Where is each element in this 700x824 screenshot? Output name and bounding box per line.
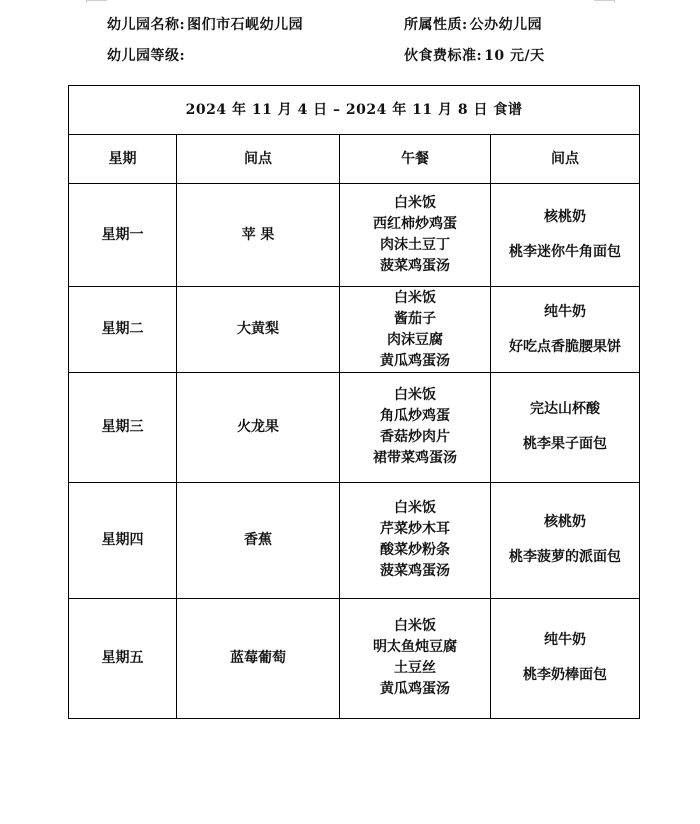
fee-value: 10 元/天 [484, 48, 545, 64]
lunch-dish: 菠菜鸡蛋汤 [380, 563, 450, 580]
snack-spacer [491, 651, 639, 665]
lunch-dish: 菠菜鸡蛋汤 [380, 258, 450, 275]
snack-spacer [491, 228, 639, 242]
lunch-dish: 明太鱼炖豆腐 [373, 639, 457, 656]
afternoon-snack-item: 桃李果子面包 [523, 436, 607, 453]
afternoon-snack-item: 桃李迷你牛角面包 [509, 244, 621, 261]
afternoon-snack-item: 完达山杯酸 [530, 401, 600, 418]
morning-snack-cell: 香蕉 [177, 482, 340, 598]
lunch-cell [340, 373, 491, 482]
lunch-dish: 白米饭 [394, 289, 436, 306]
lunch-dish: 土豆丝 [394, 660, 436, 677]
lunch-dish: 白米饭 [394, 500, 436, 517]
day-cell: 星期三 [69, 373, 177, 482]
table-row [69, 482, 640, 598]
column-header-day: 星期 [69, 135, 177, 184]
table-row [69, 184, 640, 287]
afternoon-snack-item: 桃李奶棒面包 [523, 667, 607, 684]
lunch-dish: 白米饭 [394, 195, 436, 212]
afternoon-snack-item: 纯牛奶 [544, 303, 586, 320]
afternoon-snack-cell [491, 482, 640, 598]
fee-line [404, 45, 545, 65]
afternoon-snack-cell [491, 373, 640, 482]
lunch-dish: 裙带菜鸡蛋汤 [373, 450, 457, 467]
day-cell: 星期四 [69, 482, 177, 598]
lunch-dish: 肉沫土豆丁 [380, 237, 450, 254]
afternoon-snack-item: 核桃奶 [544, 514, 586, 531]
afternoon-snack-item: 核桃奶 [544, 209, 586, 226]
day-cell: 星期一 [69, 184, 177, 287]
lunch-dish: 黄瓜鸡蛋汤 [380, 352, 450, 369]
page-corner-mark-left [86, 0, 107, 3]
afternoon-snack-cell [491, 287, 640, 373]
kindergarten-name-label: 幼儿园名称: [107, 17, 186, 33]
afternoon-snack-item: 好吃点香脆腰果饼 [509, 338, 621, 355]
table-row [69, 287, 640, 373]
morning-snack-cell: 大黄梨 [177, 287, 340, 373]
grade-line [107, 45, 187, 65]
day-cell: 星期五 [69, 598, 177, 718]
snack-spacer [491, 323, 639, 337]
table-row [69, 598, 640, 718]
snack-spacer [491, 420, 639, 434]
kindergarten-name-line [107, 14, 303, 34]
lunch-cell [340, 287, 491, 373]
lunch-cell [340, 482, 491, 598]
lunch-dish: 白米饭 [394, 387, 436, 404]
afternoon-snack-cell [491, 184, 640, 287]
menu-title: 2024 年 11 月 4 日 – 2024 年 11 月 8 日 食谱 [69, 86, 640, 135]
column-header-lunch: 午餐 [340, 135, 491, 184]
table-row [69, 373, 640, 482]
lunch-dish: 角瓜炒鸡蛋 [380, 408, 450, 425]
morning-snack-cell: 蓝莓葡萄 [177, 598, 340, 718]
nature-line [404, 14, 542, 34]
morning-snack-cell: 火龙果 [177, 373, 340, 482]
snack-spacer [491, 533, 639, 547]
lunch-dish: 酱茄子 [394, 310, 436, 327]
afternoon-snack-cell [491, 598, 640, 718]
kindergarten-name-value: 图们市石岘幼儿园 [187, 17, 304, 33]
lunch-dish: 西红柿炒鸡蛋 [373, 216, 457, 233]
lunch-dish: 白米饭 [394, 618, 436, 635]
page-corner-mark-right [594, 0, 615, 3]
lunch-dish: 肉沫豆腐 [387, 331, 443, 348]
lunch-cell [340, 598, 491, 718]
grade-label: 幼儿园等级: [107, 48, 186, 64]
morning-snack-cell: 苹 果 [177, 184, 340, 287]
nature-value: 公办幼儿园 [469, 17, 543, 33]
lunch-dish: 香菇炒肉片 [380, 429, 450, 446]
menu-table [68, 85, 640, 719]
lunch-cell [340, 184, 491, 287]
nature-label: 所属性质: [404, 17, 468, 33]
afternoon-snack-item: 纯牛奶 [544, 632, 586, 649]
lunch-dish: 芹菜炒木耳 [380, 521, 450, 538]
lunch-dish: 酸菜炒粉条 [380, 542, 450, 559]
fee-label: 伙食费标准: [404, 48, 483, 64]
column-header-snack-afternoon: 间点 [491, 135, 640, 184]
day-cell: 星期二 [69, 287, 177, 373]
column-header-snack-morning: 间点 [177, 135, 340, 184]
afternoon-snack-item: 桃李菠萝的派面包 [509, 549, 621, 566]
lunch-dish: 黄瓜鸡蛋汤 [380, 681, 450, 698]
